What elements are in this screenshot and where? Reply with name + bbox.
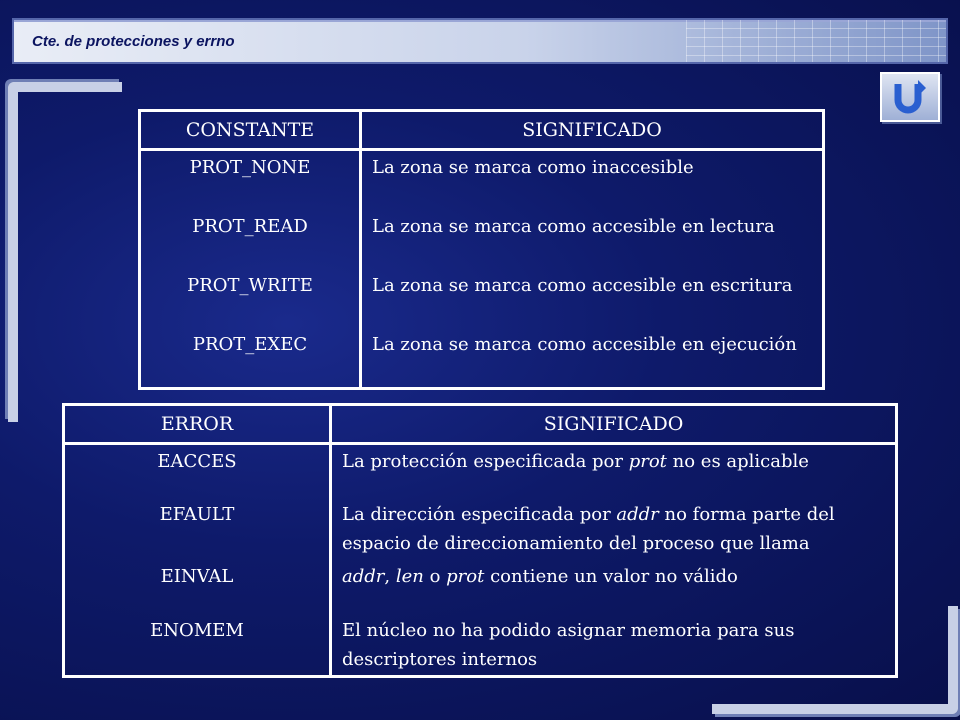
u-turn-return-icon xyxy=(890,80,930,114)
title-bar-grid-decoration xyxy=(686,20,946,62)
protections-table xyxy=(138,109,825,390)
error-cell: EFAULT xyxy=(64,498,331,560)
table-header-row xyxy=(140,111,824,150)
meaning-text: La dirección especificada por xyxy=(342,503,617,525)
error-cell: EINVAL xyxy=(64,560,331,614)
meaning-cell: La zona se marca como accesible en ejecución xyxy=(372,334,797,355)
errors-table xyxy=(62,403,898,678)
return-button[interactable] xyxy=(880,72,940,122)
table-header-row xyxy=(64,405,897,444)
separator-text: o xyxy=(423,565,447,587)
table-row xyxy=(64,560,897,614)
column-header-meaning: SIGNIFICADO xyxy=(361,111,824,150)
constant-cell: PROT_EXEC xyxy=(140,328,361,389)
table-row xyxy=(64,444,897,498)
meaning-cell xyxy=(331,444,897,498)
separator-text: , xyxy=(384,565,396,587)
parameter-name: addr xyxy=(616,503,659,525)
meaning-cell xyxy=(331,498,897,560)
constant-cell: PROT_WRITE xyxy=(140,269,361,328)
meaning-cell: La zona se marca como accesible en lectura xyxy=(372,216,775,237)
meaning-cell: La zona se marca como accesible en escritura xyxy=(372,275,793,296)
column-header-meaning: SIGNIFICADO xyxy=(331,405,897,444)
meaning-text: La protección especificada por xyxy=(342,451,629,472)
parameter-name: prot xyxy=(628,451,667,472)
meaning-text: contiene un valor no válido xyxy=(484,565,738,587)
parameter-name: addr xyxy=(342,565,385,587)
table-row xyxy=(64,498,897,560)
slide-title: Cte. de protecciones y errno xyxy=(32,33,235,50)
table-row xyxy=(140,269,824,328)
title-bar xyxy=(12,18,948,64)
meaning-text: no forma parte del espacio de direccionamiento del proceso que llama xyxy=(342,503,835,554)
meaning-cell xyxy=(331,560,897,614)
table-row xyxy=(140,210,824,269)
column-header-error: ERROR xyxy=(64,405,331,444)
meaning-cell: El núcleo no ha podido asignar memoria para sus descriptores internos xyxy=(342,619,795,670)
error-cell: ENOMEM xyxy=(64,614,331,677)
column-header-constant: CONSTANTE xyxy=(140,111,361,150)
error-cell: EACCES xyxy=(64,444,331,498)
constant-cell: PROT_READ xyxy=(140,210,361,269)
table-row xyxy=(64,614,897,677)
meaning-text: no es aplicable xyxy=(666,451,809,472)
parameter-name: len xyxy=(395,565,424,587)
table-row xyxy=(140,328,824,389)
table-row xyxy=(140,150,824,211)
parameter-name: prot xyxy=(446,565,485,587)
meaning-cell: La zona se marca como inaccesible xyxy=(372,157,694,178)
constant-cell: PROT_NONE xyxy=(140,150,361,211)
decorative-frame-top-left xyxy=(8,82,122,422)
